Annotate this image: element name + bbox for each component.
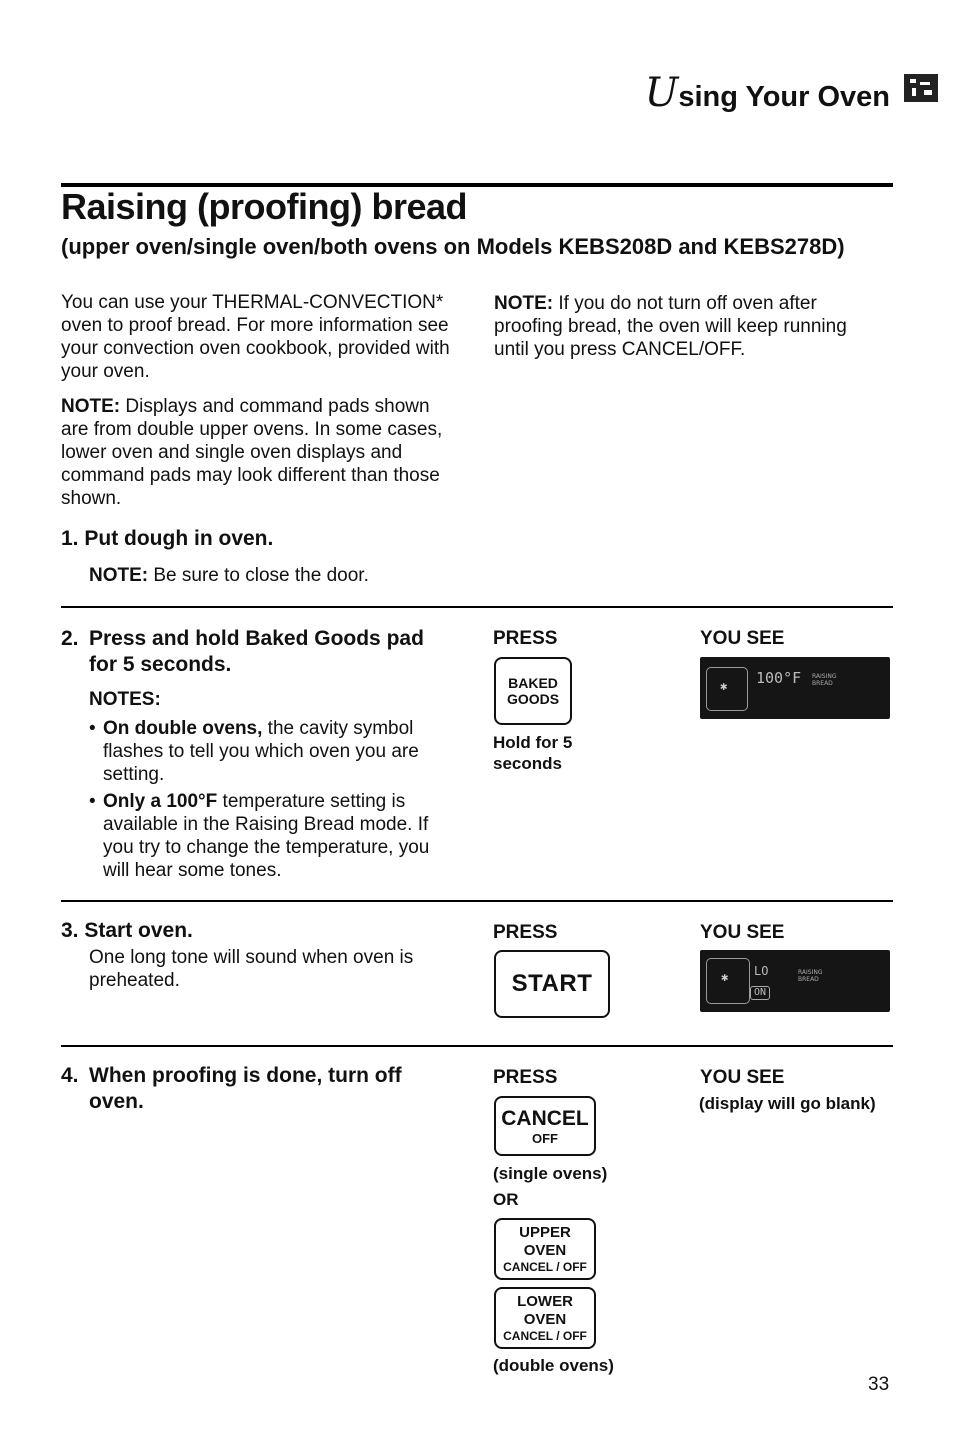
display-tag-raising: RAISING bbox=[798, 969, 823, 976]
note-text: the cavity symbol flashes to tell you which oven you are setting. bbox=[103, 718, 419, 785]
step-2-title: Press and hold Baked Goods pad for 5 seconds. bbox=[89, 627, 424, 676]
intro-note bbox=[61, 395, 461, 510]
baked-goods-button[interactable] bbox=[494, 657, 572, 725]
step-2-heading bbox=[61, 626, 441, 678]
step-1-note-text: Be sure to close the door. bbox=[148, 565, 369, 586]
display-on-indicator: ON bbox=[750, 986, 770, 1000]
divider bbox=[61, 1045, 893, 1047]
divider bbox=[61, 606, 893, 608]
cavity-symbol-icon: ✱ bbox=[721, 970, 729, 984]
step-3-description: One long tone will sound when oven is preheated. bbox=[89, 947, 414, 991]
list-item bbox=[89, 717, 459, 786]
start-button-label: START bbox=[511, 970, 593, 997]
step-3-number: 3. bbox=[61, 919, 79, 942]
step-2-notes-heading: NOTES: bbox=[89, 689, 161, 710]
step-4-press-label: PRESS bbox=[493, 1067, 558, 1088]
list-item bbox=[89, 790, 459, 882]
step-4-see-label: YOU SEE bbox=[700, 1067, 785, 1088]
lower-oven-cancel-button[interactable] bbox=[494, 1287, 596, 1349]
upper-oven-line2: CANCEL / OFF bbox=[503, 1259, 587, 1274]
step-1-heading bbox=[61, 526, 481, 552]
note-text: temperature setting is available in the Raising Bread mode. If you try to change the temperature, you will hear some tones. bbox=[103, 791, 430, 881]
page-number: 33 bbox=[868, 1374, 890, 1395]
cancel-button-line2: OFF bbox=[532, 1130, 558, 1146]
step-2-notes-list bbox=[89, 717, 459, 886]
single-ovens-caption: (single ovens) bbox=[493, 1164, 608, 1183]
header-title-text: sing Your Oven bbox=[678, 81, 890, 113]
note-bold: On double ovens, bbox=[103, 718, 263, 739]
step-3-press-label: PRESS bbox=[493, 922, 558, 943]
display-tag-bread: BREAD bbox=[812, 680, 833, 687]
step-1-note bbox=[89, 564, 469, 587]
cancel-button-line1: CANCEL bbox=[501, 1106, 589, 1130]
start-button[interactable] bbox=[494, 950, 610, 1018]
upper-oven-line1: UPPER OVEN bbox=[519, 1223, 571, 1259]
intro-note-label: NOTE: bbox=[61, 396, 121, 417]
step-2-number: 2. bbox=[61, 627, 79, 650]
hold-caption: Hold for 5 seconds bbox=[493, 733, 573, 773]
step-1-note-label: NOTE: bbox=[89, 565, 149, 586]
running-note-label: NOTE: bbox=[494, 293, 554, 314]
step-3-heading bbox=[61, 918, 441, 944]
display-panel bbox=[700, 950, 890, 1012]
baked-goods-line1: BAKED bbox=[508, 675, 558, 691]
step-2-press-label: PRESS bbox=[493, 628, 558, 649]
step-4-number: 4. bbox=[61, 1064, 79, 1087]
page-subtitle: (upper oven/single oven/both ovens on Models KEBS208D and KEBS278D) bbox=[61, 234, 845, 259]
display-reading: 100°F bbox=[756, 669, 802, 687]
step-3-title: Start oven. bbox=[84, 919, 193, 942]
step-4-heading bbox=[61, 1063, 461, 1115]
display-panel bbox=[700, 657, 890, 719]
or-label: OR bbox=[493, 1190, 519, 1209]
upper-oven-cancel-button[interactable] bbox=[494, 1218, 596, 1280]
baked-goods-line2: GOODS bbox=[506, 691, 560, 707]
intro-note-text: Displays and command pads shown are from double upper ovens. In some cases, lower oven and single oven displays and command pads may look different than those shown. bbox=[61, 396, 443, 509]
step-4-title: When proofing is done, turn off oven. bbox=[89, 1064, 402, 1113]
intro-paragraph: You can use your THERMAL-CONVECTION* oven to proof bread. For more information see your convection oven cookbook, provided with your oven. bbox=[61, 292, 450, 382]
note-bold: Only a 100°F bbox=[103, 791, 218, 812]
display-tag-raising: RAISING bbox=[812, 673, 837, 680]
lower-oven-line2: CANCEL / OFF bbox=[503, 1328, 587, 1343]
running-note-text: If you do not turn off oven after proofing bread, the oven will keep running until you press CANCEL/OFF. bbox=[494, 293, 847, 360]
display-tag-bread: BREAD bbox=[798, 976, 819, 983]
cancel-off-button[interactable] bbox=[494, 1096, 596, 1156]
step-1-title: Put dough in oven. bbox=[84, 527, 274, 550]
step-1-number: 1. bbox=[61, 527, 79, 550]
oven-logo-icon bbox=[904, 74, 938, 102]
double-ovens-caption: (double ovens) bbox=[493, 1356, 614, 1375]
header-script-letter: U bbox=[644, 70, 679, 116]
display-blank-caption: (display will go blank) bbox=[699, 1094, 876, 1113]
divider bbox=[61, 900, 893, 902]
running-note bbox=[494, 292, 884, 361]
step-2-see-label: YOU SEE bbox=[700, 628, 785, 649]
step-3-see-label: YOU SEE bbox=[700, 922, 785, 943]
page-title: Raising (proofing) bread bbox=[61, 186, 467, 227]
display-reading: LO bbox=[754, 964, 769, 978]
section-header bbox=[645, 70, 890, 116]
cavity-symbol-icon: ✱ bbox=[720, 679, 728, 693]
lower-oven-line1: LOWER OVEN bbox=[517, 1292, 573, 1328]
